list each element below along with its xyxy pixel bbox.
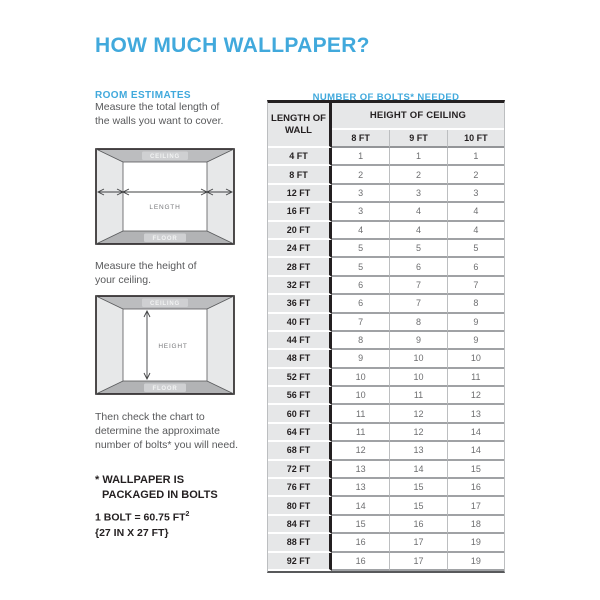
bolts-count-cell: 7 [389, 277, 446, 295]
bolts-count-cell: 16 [447, 479, 504, 497]
bolts-count-cell: 4 [447, 222, 504, 240]
bolts-table [267, 100, 505, 573]
col-header-9ft: 9 FT [389, 130, 446, 148]
table-row [268, 222, 504, 240]
footnote-line2: PACKAGED IN BOLTS [102, 489, 218, 501]
step2-text [95, 259, 197, 287]
table-row [268, 442, 504, 460]
bolts-count-cell: 15 [447, 461, 504, 479]
wall-length-cell: 8 FT [268, 166, 332, 184]
table-row [268, 516, 504, 534]
bolts-table-header [268, 103, 504, 148]
bolts-count-cell: 17 [389, 534, 446, 552]
bolts-count-cell: 14 [447, 442, 504, 460]
table-row [268, 553, 504, 571]
table-row [268, 405, 504, 423]
bolts-count-cell: 19 [447, 534, 504, 552]
wall-length-cell: 36 FT [268, 295, 332, 313]
wall-length-cell: 64 FT [268, 424, 332, 442]
bolts-count-cell: 2 [332, 166, 389, 184]
bolts-count-cell: 6 [332, 277, 389, 295]
table-row [268, 369, 504, 387]
col-header-10ft: 10 FT [447, 130, 504, 148]
bolts-count-cell: 3 [332, 185, 389, 203]
bolts-count-cell: 8 [447, 295, 504, 313]
length-of-wall-header: LENGTH OF WALL [268, 103, 332, 148]
room-estimates-heading: ROOM ESTIMATES [95, 90, 191, 102]
footnote-line1: * WALLPAPER IS [95, 474, 185, 486]
length-label: LENGTH [149, 204, 181, 211]
bolts-count-cell: 5 [332, 240, 389, 258]
table-row [268, 461, 504, 479]
bolts-count-cell: 13 [332, 479, 389, 497]
step2-line1: Measure the height of [95, 260, 197, 272]
bolts-count-cell: 17 [447, 497, 504, 515]
table-row [268, 185, 504, 203]
bolts-count-cell: 4 [332, 222, 389, 240]
wall-length-cell: 16 FT [268, 203, 332, 221]
right-wall-face [207, 149, 234, 244]
bolts-count-cell: 6 [332, 295, 389, 313]
bolts-count-cell: 13 [332, 461, 389, 479]
step1-line2: the walls you want to cover. [95, 115, 224, 127]
wall-length-cell: 72 FT [268, 461, 332, 479]
height-of-ceiling-header: HEIGHT OF CEILING [332, 103, 504, 130]
wall-length-cell: 84 FT [268, 516, 332, 534]
bolts-count-cell: 2 [447, 166, 504, 184]
step3-line3: number of bolts* you will need. [95, 439, 238, 451]
wall-length-cell: 4 FT [268, 148, 332, 166]
bolts-count-cell: 6 [389, 258, 446, 276]
bolts-count-cell: 7 [389, 295, 446, 313]
bolts-count-cell: 12 [332, 442, 389, 460]
bolts-count-cell: 9 [332, 350, 389, 368]
step1-text [95, 100, 223, 128]
bolts-needed-heading: NUMBER OF BOLTS* NEEDED [312, 91, 460, 103]
page-title: HOW MUCH WALLPAPER? [95, 34, 370, 58]
bolts-count-cell: 5 [332, 258, 389, 276]
bolts-count-cell: 3 [447, 185, 504, 203]
bolts-count-cell: 17 [389, 553, 446, 571]
squared-superscript: 2 [185, 511, 190, 518]
bolts-count-cell: 10 [447, 350, 504, 368]
bolts-count-cell: 14 [332, 497, 389, 515]
bolts-count-cell: 4 [447, 203, 504, 221]
table-row [268, 497, 504, 515]
floor-label: FLOOR [152, 386, 178, 392]
wall-length-cell: 56 FT [268, 387, 332, 405]
bolts-count-cell: 19 [447, 553, 504, 571]
bolts-count-cell: 9 [447, 314, 504, 332]
bolts-count-cell: 10 [332, 369, 389, 387]
bolts-table-body [268, 148, 504, 571]
wall-length-cell: 76 FT [268, 479, 332, 497]
left-wall-face [96, 296, 123, 394]
bolts-count-cell: 10 [389, 350, 446, 368]
wall-length-cell: 44 FT [268, 332, 332, 350]
ceiling-label: CEILING [150, 300, 180, 307]
wall-length-cell: 80 FT [268, 497, 332, 515]
bolts-count-cell: 4 [389, 222, 446, 240]
bolts-count-cell: 5 [447, 240, 504, 258]
table-row [268, 534, 504, 552]
step3-text [95, 410, 238, 452]
bolts-count-cell: 8 [332, 332, 389, 350]
table-row [268, 240, 504, 258]
bolt-size-line2: {27 IN X 27 FT} [95, 526, 169, 539]
bolts-count-cell: 1 [389, 148, 446, 166]
wall-length-cell: 20 FT [268, 222, 332, 240]
table-row [268, 387, 504, 405]
bolts-count-cell: 3 [389, 185, 446, 203]
bolts-count-cell: 14 [389, 461, 446, 479]
table-row [268, 332, 504, 350]
wall-length-cell: 52 FT [268, 369, 332, 387]
bolts-count-cell: 11 [332, 405, 389, 423]
bolts-count-cell: 11 [389, 387, 446, 405]
step3-line2: determine the approximate [95, 425, 220, 437]
floor-label: FLOOR [152, 236, 178, 242]
col-header-8ft: 8 FT [332, 130, 389, 148]
table-row [268, 148, 504, 166]
bolts-count-cell: 7 [447, 277, 504, 295]
bolts-count-cell: 12 [389, 424, 446, 442]
back-wall-face [123, 162, 207, 231]
bolts-count-cell: 13 [389, 442, 446, 460]
wall-length-cell: 12 FT [268, 185, 332, 203]
step3-line1: Then check the chart to [95, 411, 205, 423]
bolts-count-cell: 3 [332, 203, 389, 221]
height-diagram [95, 295, 235, 395]
bolts-count-cell: 15 [389, 479, 446, 497]
bolts-count-cell: 16 [332, 553, 389, 571]
table-row [268, 295, 504, 313]
bolts-count-cell: 15 [332, 516, 389, 534]
bolts-count-cell: 4 [389, 203, 446, 221]
bolts-count-cell: 18 [447, 516, 504, 534]
bolt-size-line1: 1 BOLT = 60.75 $FT^2$ [95, 511, 190, 524]
bolts-count-cell: 12 [447, 387, 504, 405]
bolts-count-cell: 1 [447, 148, 504, 166]
bolts-count-cell: 10 [389, 369, 446, 387]
bolts-count-cell: 2 [389, 166, 446, 184]
bolts-count-cell: 16 [389, 516, 446, 534]
wall-length-cell: 88 FT [268, 534, 332, 552]
step2-line2: your ceiling. [95, 274, 152, 286]
table-row [268, 479, 504, 497]
wallpaper-bolts-footnote [95, 473, 218, 503]
wall-length-cell: 32 FT [268, 277, 332, 295]
bolts-count-cell: 14 [447, 424, 504, 442]
bolts-count-cell: 15 [389, 497, 446, 515]
wall-length-cell: 48 FT [268, 350, 332, 368]
bolts-count-cell: 5 [389, 240, 446, 258]
step1-line1: Measure the total length of [95, 101, 220, 113]
height-label: HEIGHT [158, 343, 188, 350]
wall-length-cell: 60 FT [268, 405, 332, 423]
table-row [268, 350, 504, 368]
ceiling-label: CEILING [150, 153, 180, 160]
bolts-count-cell: 6 [447, 258, 504, 276]
wall-length-cell: 92 FT [268, 553, 332, 571]
wall-length-cell: 68 FT [268, 442, 332, 460]
right-wall-face [207, 296, 234, 394]
bolts-count-cell: 16 [332, 534, 389, 552]
wall-length-cell: 40 FT [268, 314, 332, 332]
left-wall-face [96, 149, 123, 244]
bolts-count-cell: 7 [332, 314, 389, 332]
table-row [268, 314, 504, 332]
bolts-count-cell: 9 [447, 332, 504, 350]
bolts-count-cell: 11 [332, 424, 389, 442]
table-row [268, 166, 504, 184]
wall-length-cell: 28 FT [268, 258, 332, 276]
table-row [268, 203, 504, 221]
table-row [268, 277, 504, 295]
table-row [268, 424, 504, 442]
bolts-count-cell: 12 [389, 405, 446, 423]
table-row [268, 258, 504, 276]
wall-length-cell: 24 FT [268, 240, 332, 258]
bolts-count-cell: 11 [447, 369, 504, 387]
bolt-size-note [95, 507, 189, 541]
bolts-count-cell: 9 [389, 332, 446, 350]
bolts-count-cell: 8 [389, 314, 446, 332]
bolts-count-cell: 10 [332, 387, 389, 405]
length-diagram [95, 148, 235, 245]
bolts-count-cell: 1 [332, 148, 389, 166]
bolts-count-cell: 13 [447, 405, 504, 423]
